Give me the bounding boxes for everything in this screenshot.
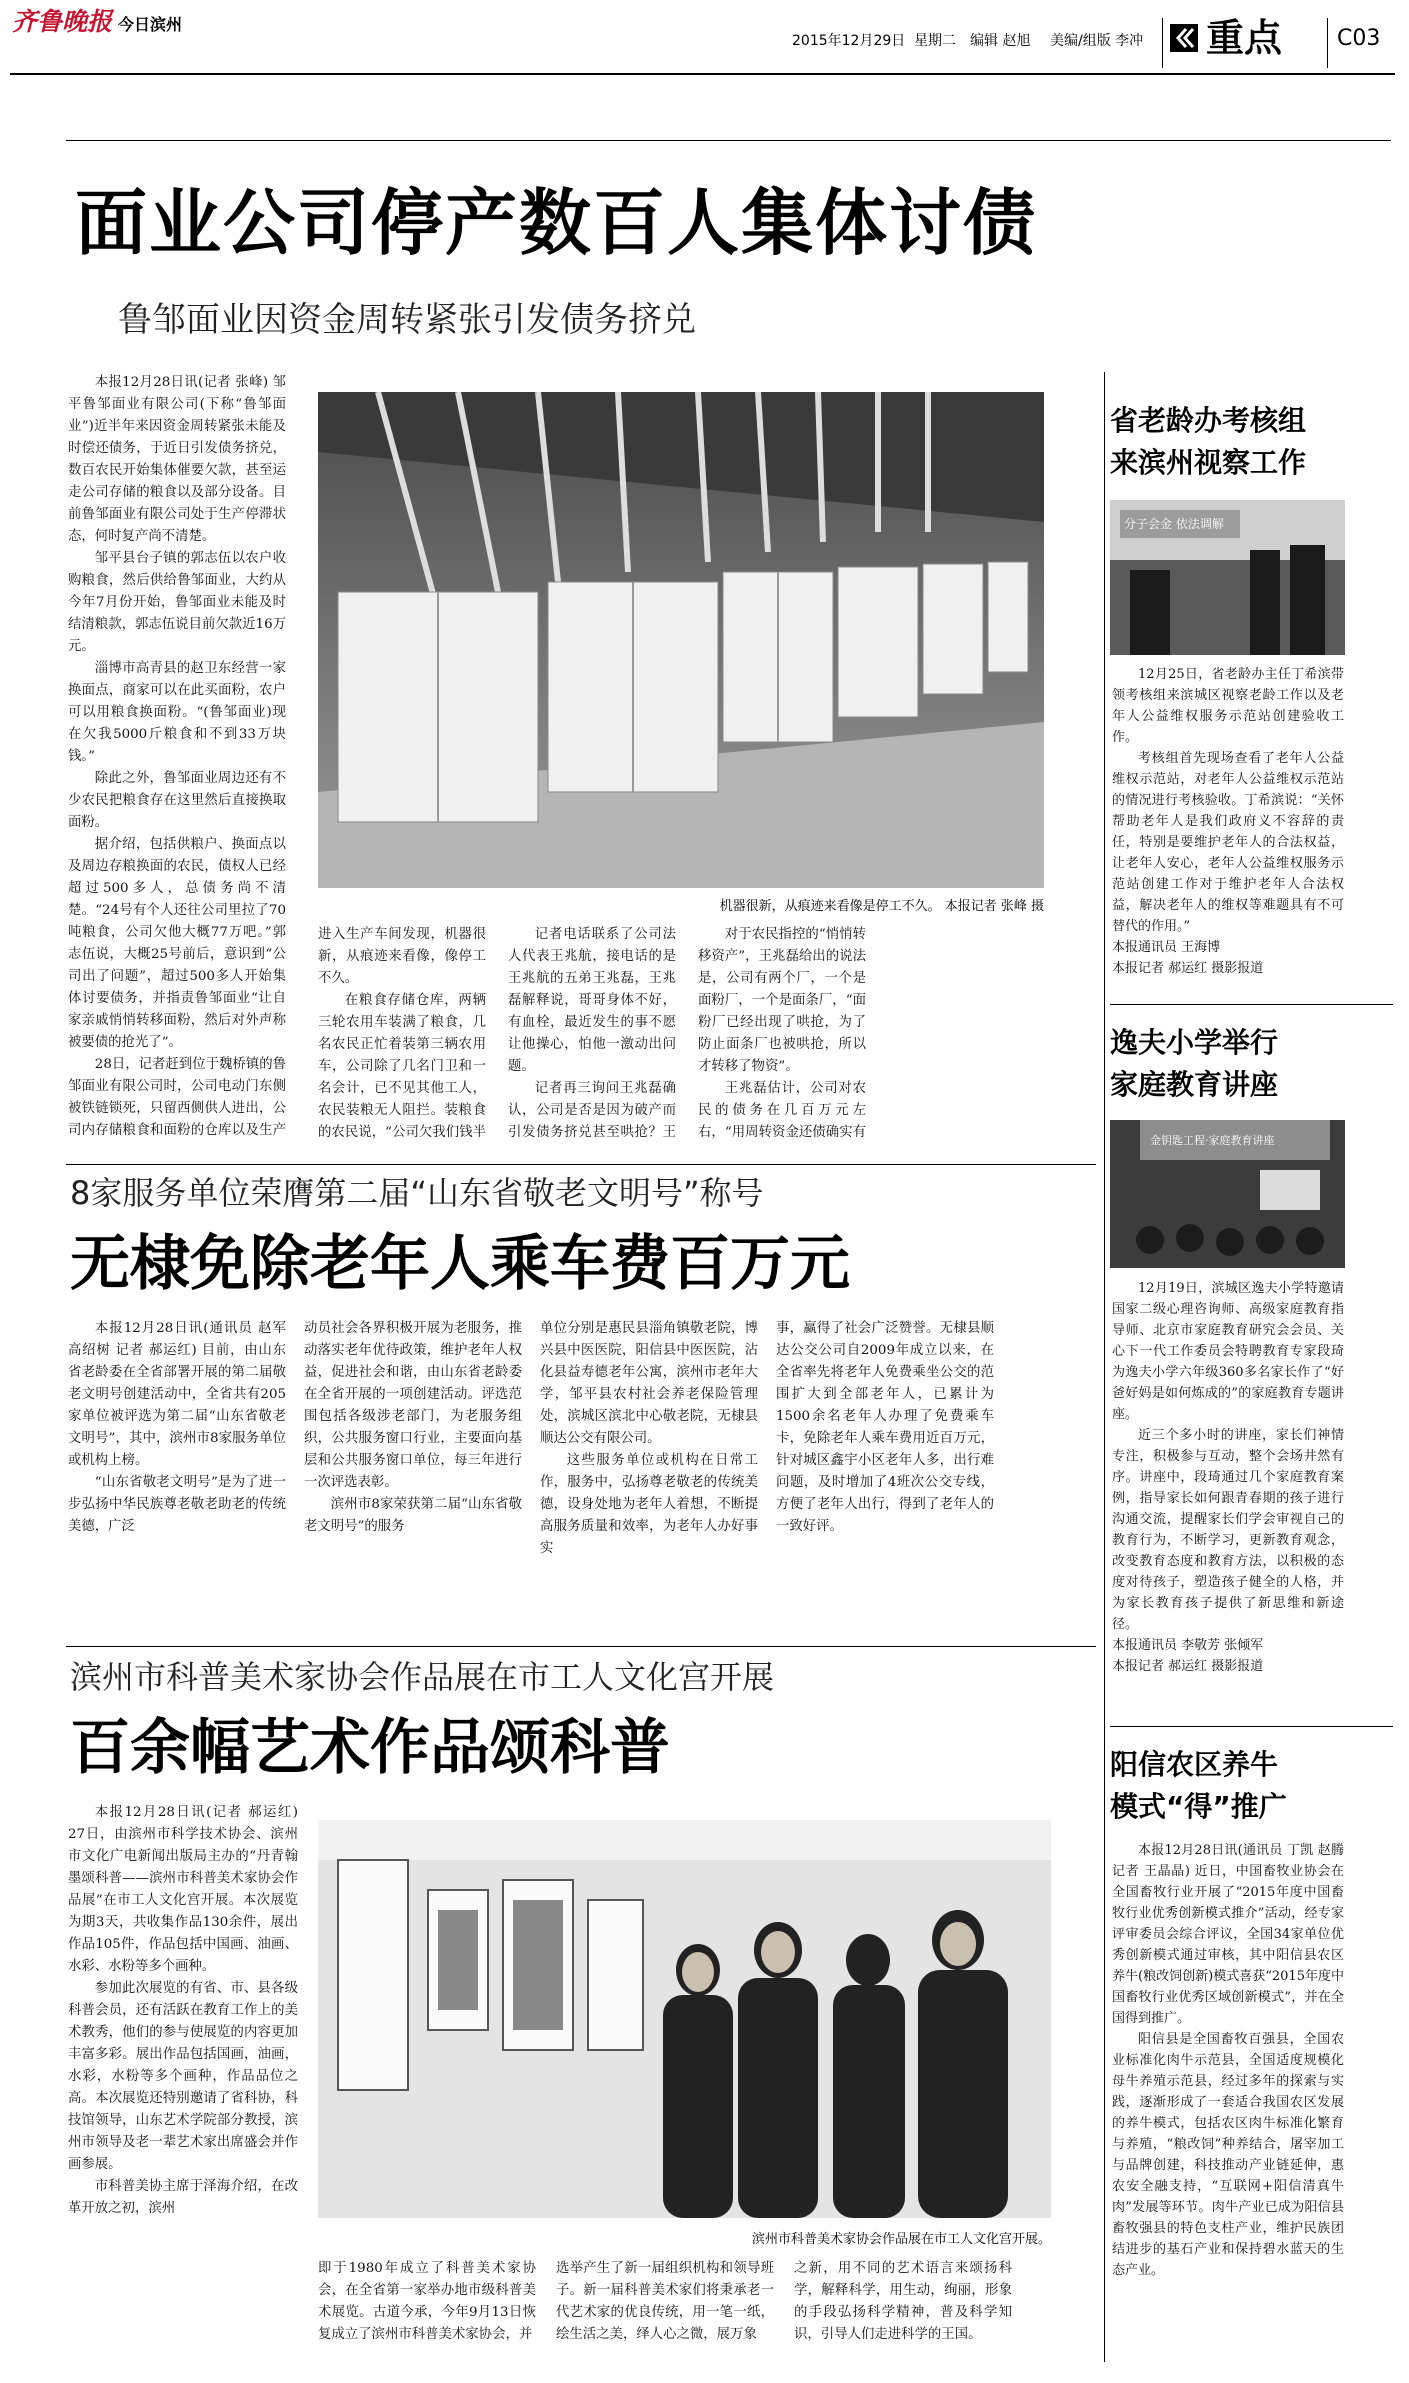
sidebar2-byline: 本报通讯员 李敬芳 张倾军 [1112, 1638, 1264, 1653]
main-paragraph: 在粮食存储仓库，两辆三轮农用车装满了粮食，几名农民正忙着装第三辆农用车，公司除了几名门卫和一名会计，已不见其他工人，农民装粮无人阻拦。装粮食的农民说，“公司欠我们钱半 [318, 993, 486, 1140]
sidebar3-paragraph: 本报12月28日讯(通讯员 丁凯 赵腾 记者 王晶晶) 近日，中国畜牧业协会在全国畜牧行业开展了“2015年度中国畜牧行业优秀创新模式推介”活动，经专家评审委员会综合评议，全国34家单位优秀创新模式通过审核，其中阳信县农区养牛(粮改饲创新)模式喜获“2015年度中国畜牧行业优秀区域创新模式”，并在全国得到推广。 [1112, 1843, 1344, 2026]
sidebar1-title-line: 省老龄办考核组 [1110, 404, 1307, 437]
header-divider [1162, 18, 1163, 68]
main-headline: 面业公司停产数百人集体讨债 [75, 181, 1038, 265]
sidebar2-byline: 本报记者 郝运红 摄影报道 [1112, 1659, 1264, 1674]
sidebar2-photo [1110, 1120, 1345, 1268]
main-paragraph: 记者电话联系了公司法人代表王兆航，接电话的是王兆航的五弟王兆磊，王兆磊解释说，哥哥身体不好，有血栓，最近发生的事不愿让他操心，怕他一激动出问题。 [508, 927, 676, 1074]
sidebar3-paragraph: 阳信县是全国畜牧百强县，全国农业标准化肉牛示范县，全国适度规模化母牛养殖示范县，经过多年的探索与实践，逐渐形成了一套适合我国农区发展的养牛模式，包括农区肉牛标准化繁育与养殖，“粮改饲”种养结合，屠宰加工与品牌创建，科技推动产业链延伸，惠农安全融支持，“互联网+阳信清真牛肉”发展等环节。肉牛产业已成为阳信县畜牧强县的特色支柱产业，维护民族团结进步的基石产业和保持碧水蓝天的生态产业。 [1112, 2032, 1344, 2278]
main-column-1 [68, 372, 286, 1144]
article2-kicker: 8家服务单位荣膺第二届“山东省敬老文明号”称号 [70, 1174, 764, 1212]
newspaper-logo: 齐鲁晚报 [12, 7, 113, 36]
article2-column-1 [68, 1318, 286, 1634]
article3-column-1 [68, 1802, 298, 2372]
article2-column-3 [540, 1318, 758, 1634]
designer-credit: 美编/组版 李冲 [1050, 33, 1144, 49]
article2-headline: 无棣免除老年人乘车费百万元 [70, 1229, 850, 1299]
main-paragraph: 进入生产车间发现，机器很新，从痕迹来看像，像停工不久。 [318, 927, 486, 986]
article2-paragraph: “山东省敬老文明号”是为了进一步弘扬中华民族尊老敬老助老的传统美德，广泛 [68, 1475, 286, 1534]
article3-paragraph: 即于1980年成立了科普美术家协会，在全省第一家举办地市级科普美术展览。古道今承，今年9月13日恢复成立了滨州市科普美术家协会，并 [318, 2261, 536, 2342]
page-number: C03 [1337, 26, 1381, 51]
art-exhibition-photo [318, 1820, 1051, 2218]
main-paragraph: 邹平县台子镇的郭志伍以农户收购粮食，然后供给鲁邹面业，大约从今年7月份开始，鲁邹面业未能及时结清粮款，郭志伍说目前欠款近16万元。 [68, 551, 286, 654]
article-rule [66, 1646, 1096, 1647]
main-column-3 [508, 924, 676, 1146]
sidebar-rule [1110, 1726, 1393, 1727]
article3-column-2 [318, 2258, 536, 2370]
article3-photo-caption: 滨州市科普美术家协会作品展在市工人文化宫开展。 [751, 2232, 1051, 2247]
header-rule [10, 73, 1395, 75]
article3-column-3 [556, 2258, 774, 2370]
article2-paragraph: 滨州市8家荣获第二届“山东省敬老文明号”的服务 [304, 1497, 522, 1534]
article2-paragraph: 事，赢得了社会广泛赞誉。无棣县顺达公交公司自2009年成立以来，在全省率先将老年人免费乘坐公交的范围扩大到全部老年人，已累计为1500余名老年人办理了免费乘车卡，免除老年人乘车费用近百万元，针对城区鑫宇小区老年人多，出行难问题，及时增加了4班次公交专线，方便了老年人出行，得到了老年人的一致好评。 [776, 1321, 994, 1534]
main-paragraph: 28日，记者赶到位于魏桥镇的鲁邹面业有限公司时，公司电动门东侧被铁链锁死，只留西侧供人进出，公司内存储粮食和面粉的仓库以及生产 [68, 1057, 286, 1138]
sidebar2-banner-text: 金钥匙工程·家庭教育讲座 [1150, 1134, 1275, 1147]
article3-paragraph: 之新，用不同的艺术语言来颂扬科学，解释科学，用生动，绚丽，形象的手段弘扬科学精神，普及科学知识，引导人们走进科学的王国。 [794, 2261, 1012, 2342]
main-column-2 [318, 924, 486, 1146]
sidebar1-title-line: 来滨州视察工作 [1110, 446, 1307, 479]
main-paragraph: 对于农民指控的“悄悄转移资产”，王兆磊给出的说法是，公司有两个厂，一个是面粉厂，一个是面条厂，“面粉厂已经出现了哄抢，为了防止面条厂也被哄抢，所以才转移了物资”。 [698, 927, 866, 1074]
sidebar-rule [1110, 1004, 1393, 1005]
article-rule [66, 1164, 1096, 1165]
sidebar2-title [1110, 1022, 1390, 1106]
sidebar1-title [1110, 400, 1390, 484]
article3-paragraph: 市科普美协主席于泽海介绍，在改革开放之初，滨州 [68, 2179, 298, 2216]
sidebar3-title-line: 阳信农区养牛 [1110, 1748, 1279, 1781]
issue-date: 2015年12月29日 [792, 33, 906, 49]
article2-column-2 [304, 1318, 522, 1634]
sidebar3-body [1112, 1840, 1344, 2370]
main-subheadline: 鲁邹面业因资金周转紧张引发债务挤兑 [118, 300, 696, 340]
article2-paragraph: 动员社会各界积极开展为老服务，推动落实老年优待政策，维护老年人权益，促进社会和谐，由山东省老龄委在全省开展的一项创建活动。评选范围包括各级涉老部门，为老服务组织，公共服务窗口行业，主要面向基层和公共服务窗口单位，每三年进行一次评选表彰。 [304, 1321, 522, 1490]
sidebar1-body [1112, 664, 1344, 994]
article3-column-4 [794, 2258, 1012, 2370]
mill-machinery-photo [318, 392, 1044, 888]
main-paragraph: 除此之外，鲁邹面业周边还有不少农民把粮食存在这里然后直接换取面粉。 [68, 771, 286, 830]
sidebar2-paragraph: 12月19日，滨城区逸夫小学特邀请国家二级心理咨询师、高级家庭教育指导师、北京市家庭教育研究会会员、关心下一代工作委员会特聘教育专家段琦为逸夫小学六年级360多名家长作了“好爸好妈是如何炼成的”的家庭教育专题讲座。 [1112, 1281, 1344, 1422]
article2-paragraph: 这些服务单位或机构在日常工作，服务中，弘扬尊老敬老的传统美德，设身处地为老年人着想，不断提高服务质量和效率，为老年人办好事实 [540, 1453, 758, 1556]
article3-paragraph: 本报12月28日讯(记者 郝运红) 27日，由滨州市科学技术协会、滨州市文化广电新闻出版局主办的“丹青翰墨颂科普——滨州市科普美术家协会作品展”在市工人文化宫开展。本次展览为期3天，共收集作品130余件，展出作品105件，作品包括中国画、油画、水彩、水粉等多个画种。 [68, 1805, 298, 1974]
sidebar1-byline: 本报记者 郝运红 摄影报道 [1112, 961, 1264, 976]
article3-paragraph: 参加此次展览的有省、市、县各级科普会员，还有活跃在教育工作上的美术教秀，他们的参与使展览的内容更加丰富多彩。展出作品包括国画，油画，水彩，水粉等多个画种，作品品位之高。本次展览还特别邀请了省科协，科技馆领导，山东艺术学院部分教授，滨州市领导及老一辈艺术家出席盛会并作画参展。 [68, 1981, 298, 2172]
issue-weekday: 星期二 [914, 33, 956, 49]
article2-paragraph: 单位分别是惠民县淄角镇敬老院，博兴县中医医院，阳信县中医医院，沾化县益寿德老年公寓，滨州市老年大学，邹平县农村社会养老保险管理处，滨城区滨北中心敬老院，无棣县顺达公交有限公司。 [540, 1321, 758, 1446]
editor-credit: 编辑 赵旭 [970, 33, 1031, 49]
main-column-4 [698, 924, 866, 1146]
main-paragraph: 王兆磊估计，公司对农民的债务在几百万元左右，“用周转资金还债确实有 [698, 1081, 866, 1140]
sidebar1-paragraph: 12月25日，省老龄办主任丁希滨带领考核组来滨城区视察老龄工作以及老年人公益维权服务示范站创建验收工作。 [1112, 667, 1344, 745]
sidebar1-photo [1110, 500, 1345, 655]
article3-kicker: 滨州市科普美术家协会作品展在市工人文化宫开展 [70, 1658, 775, 1696]
section-rule [66, 140, 1391, 141]
section-marker-icon [1170, 24, 1198, 52]
sidebar2-title-line: 家庭教育讲座 [1110, 1068, 1279, 1101]
main-lead-paragraph: 本报12月28日讯(记者 张峰) 邹平鲁邹面业有限公司(下称“鲁邹面业”)近半年来因资金周转紧张未能及时偿还债务，于近日引发债务挤兑，数百农民开始集体催要欠款，甚至运走公司存储的粮食以及部分设备。目前鲁邹面业有限公司处于生产停滞状态，何时复产尚不清楚。 [68, 375, 286, 544]
article2-paragraph: 本报12月28日讯(通讯员 赵军 高绍树 记者 郝运红) 目前，由山东省老龄委在全省部署开展的第二届敬老文明号创建活动中，全省共有205家单位被评选为第二届“山东省敬老文明号”，其中，滨州市8家服务单位或机构上榜。 [68, 1321, 286, 1468]
sidebar-divider [1104, 372, 1105, 2362]
sidebar1-byline: 本报通讯员 王海博 [1112, 940, 1221, 955]
main-photo-caption: 机器很新，从痕迹来看像是停工不久。 本报记者 张峰 摄 [719, 899, 1044, 914]
main-paragraph: 记者再三询问王兆磊确认，公司是否是因为破产而引发债务挤兑甚至哄抢？王 [508, 1081, 676, 1140]
header-divider [1327, 18, 1328, 68]
edition-label: 今日滨州 [118, 15, 183, 34]
sidebar2-title-line: 逸夫小学举行 [1110, 1026, 1279, 1059]
main-paragraph: 淄博市高青县的赵卫东经营一家换面点，商家可以在此买面粉，农户可以用粮食换面粉。“(鲁邹面业)现在欠我5000斤粮食和不到33万块钱。” [68, 661, 286, 764]
sidebar3-title [1110, 1744, 1390, 1828]
article2-column-4 [776, 1318, 994, 1634]
sidebar1-sign-text: 分子会金 依法调解 [1124, 517, 1224, 531]
sidebar2-paragraph: 近三个多小时的讲座，家长们神情专注，积极参与互动，整个会场井然有序。讲座中，段琦通过几个家庭教育案例，指导家长如何跟青春期的孩子进行沟通交流，提醒家长们学会审视自己的教育行为，不断学习，更新教育观念，改变教育态度和教育方法，以积极的态度对待孩子，塑造孩子健全的人格，并为家长教育孩子提供了新思维和新途径。 [1112, 1428, 1344, 1632]
article3-paragraph: 选举产生了新一届组织机构和领导班子。新一届科普美术家们将秉承老一代艺术家的优良传统，用一笔一纸，绘生活之美，绎人心之微，展万象 [556, 2261, 774, 2342]
section-name: 重点 [1206, 16, 1283, 60]
main-paragraph: 据介绍，包括供粮户、换面点以及周边存粮换面的农民，债权人已经超过500多人，总债务尚不清楚。“24号有个人还往公司里拉了70吨粮食，公司欠他大概77万吧。”郭志伍说，大概25号前后，意识到“公司出了问题”，超过500多人开始集体讨要债务，并指责鲁邹面业“让自家亲戚悄悄转移面粉，然后对外声称被要债的抢光了”。 [68, 837, 286, 1050]
article3-headline: 百余幅艺术作品颂科普 [70, 1713, 670, 1783]
sidebar3-title-line: 模式“得”推广 [1110, 1790, 1287, 1823]
sidebar1-paragraph: 考核组首先现场查看了老年人公益维权示范站，对老年人公益维权示范站的情况进行考核验收。丁希滨说：“关怀帮助老年人是我们政府义不容辞的责任，特别是要维护老年人的合法权益，让老年人安心，老年人公益维权服务示范站创建工作对于维护老年人合法权益，解决老年人的维权等难题具有不可替代的作用。” [1112, 751, 1344, 934]
sidebar2-body [1112, 1278, 1344, 1688]
